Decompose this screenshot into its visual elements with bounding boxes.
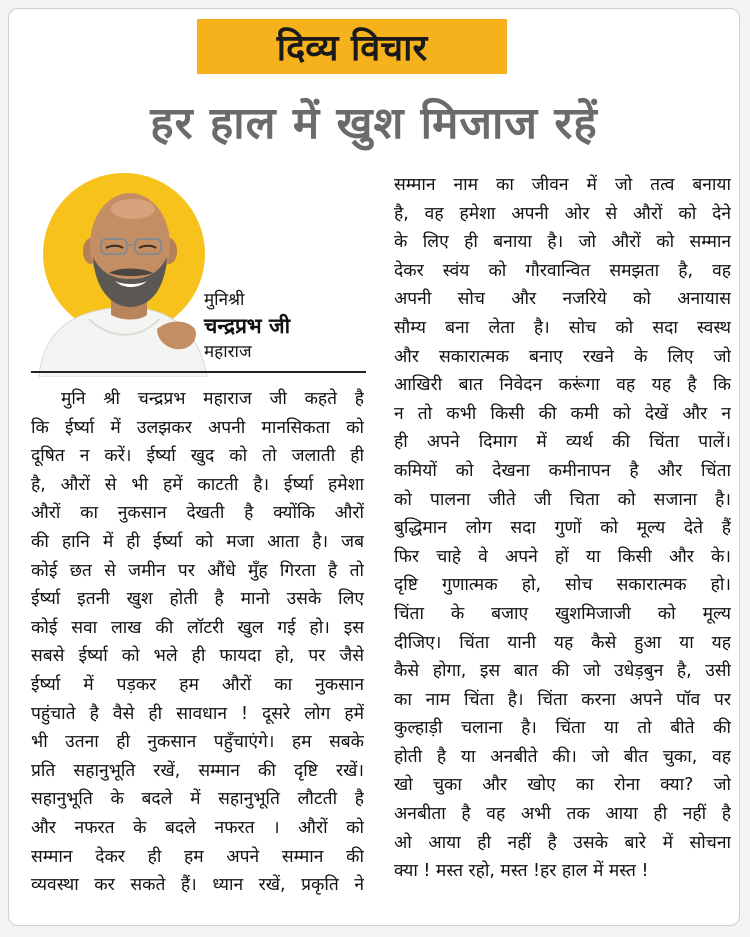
text-line: कि ईर्ष्या में उलझकर अपनी मानसिकता को xyxy=(31,417,364,438)
author-prefix: मुनिश्री xyxy=(204,290,245,310)
text-line: पहुंचाते है वैसे ही सावधान ! दूसरे लोग हमें xyxy=(31,703,364,724)
text-line: कोई सवा लाख की लॉटरी खुल गई हो। इस xyxy=(31,617,364,638)
text-line: सम्मान नाम का जीवन में जो तत्व बनाया xyxy=(394,175,731,195)
text-line: न तो कभी किसी की कमी को देखें और न xyxy=(394,403,731,424)
text-line: फिर चाहे वे अपने हों या किसी और के। xyxy=(394,546,731,567)
text-line: होती है या अनबीते की। जो बीत चुका, वह xyxy=(394,746,731,767)
text-line: है, वह हमेशा अपनी ओर से औरों को देने xyxy=(394,203,731,224)
text-line: और नफरत के बदले नफरत । औरों को xyxy=(31,817,364,838)
article-card xyxy=(8,8,740,926)
text-line: बुद्धिमान लोग सदा गुणों को मूल्य देते हैं xyxy=(394,518,731,539)
right-column xyxy=(394,171,731,886)
text-line: को पालना जीते जी चिता को सजाना है। xyxy=(394,489,731,510)
text-line: आखिरी बात निवेदन करूंगा वह यह है कि xyxy=(394,375,731,396)
text-line: अपनी सोच और नजरिये को अनायास xyxy=(394,289,731,310)
text-line: चिंता के बजाए खुशमिजाजी को मूल्य xyxy=(394,603,731,624)
text-line: की हानि में ही ईर्ष्या को मजा आता है। जब xyxy=(31,531,364,552)
author-divider xyxy=(31,371,366,373)
text-line: मुनि श्री चन्द्रप्रभ महाराज जी कहते है xyxy=(61,389,364,409)
text-line: खो चुका और खोए का रोना क्या? जो xyxy=(394,775,731,796)
text-line: सौम्य बना लेता है। सोच को सदा स्वस्थ xyxy=(394,317,731,338)
text-line: अनबीता है वह अभी तक आया ही नहीं है xyxy=(394,804,731,825)
column-kicker-text: दिव्य विचार xyxy=(276,28,428,69)
text-line: सम्मान देकर ही हम अपने सम्मान की xyxy=(31,846,364,867)
text-line: क्या ! मस्त रहो, मस्त !हर हाल में मस्त ! xyxy=(394,861,649,882)
text-line: व्यवस्था कर सकते हैं। ध्यान रखें, प्रकृति ने xyxy=(31,875,364,896)
text-line: के लिए ही बनाया है। जो औरों को सम्मान xyxy=(394,232,731,253)
text-line: कुल्हाड़ी चलाना है। चिंता या तो बीते की xyxy=(394,718,731,739)
author-labels xyxy=(204,287,290,365)
author-block xyxy=(29,169,364,377)
text-line: दीजिए। चिंता यानी यह कैसे हुआ या यह xyxy=(394,632,731,653)
text-line: और सकारात्मक बनाए रखने के लिए जो xyxy=(394,346,731,367)
headline: हर हाल में खुश मिजाज रहें xyxy=(150,98,598,149)
text-line: देकर स्वंय को गौरवान्वित समझता है, वह xyxy=(394,260,731,281)
text-line: है, औरों से भी हमें काटती है। ईर्ष्या हमेशा xyxy=(31,474,364,495)
text-line: का नाम चिंता है। चिंता करना अपने पॉव पर xyxy=(394,689,731,710)
text-line: प्रति सहानुभूति रखें, सम्मान की दृष्टि रखें। xyxy=(31,760,364,781)
text-line: कैसे होगा, इस बात की जो उधेड़बुन है, उसी xyxy=(394,661,731,682)
text-line: ईर्ष्या इतनी खुश होती है मानो उसके लिए xyxy=(31,589,364,610)
text-line: औरों का नुकसान देखती है क्योंकि औरों xyxy=(31,503,364,524)
author-suffix: महाराज xyxy=(204,342,252,362)
column-kicker xyxy=(197,19,507,74)
text-line: सहानुभूति के बदले में सहानुभूति लौटती है xyxy=(31,789,364,810)
left-column xyxy=(31,385,364,900)
text-line: कमियों को देखना कमीनापन है और चिंता xyxy=(394,460,731,481)
text-line: ही अपने दिमाग में व्यर्थ की चिंता पालें। xyxy=(394,432,731,453)
text-line: दूषित न करें। ईर्ष्या खुद को तो जलाती ही xyxy=(31,446,364,467)
text-line: दृष्टि गुणात्मक हो, सोच सकारात्मक हो। xyxy=(394,575,731,596)
text-line: ओ आया ही नहीं है उसके बारे में सोचना xyxy=(394,832,731,853)
text-line: ईर्ष्या में पड़कर हम औरों का नुकसान xyxy=(31,674,364,695)
author-name: चन्द्रप्रभ जी xyxy=(204,314,291,338)
author-portrait xyxy=(29,169,229,377)
text-line: भी उतना ही नुकसान पहुँचाएंगे। हम सबके xyxy=(31,732,364,753)
text-line: कोई छत से जमीन पर औंधे मुँह गिरता है तो xyxy=(31,560,364,581)
text-line: सबसे ईर्ष्या को भले ही फायदा हो, पर जैसे xyxy=(31,646,364,667)
